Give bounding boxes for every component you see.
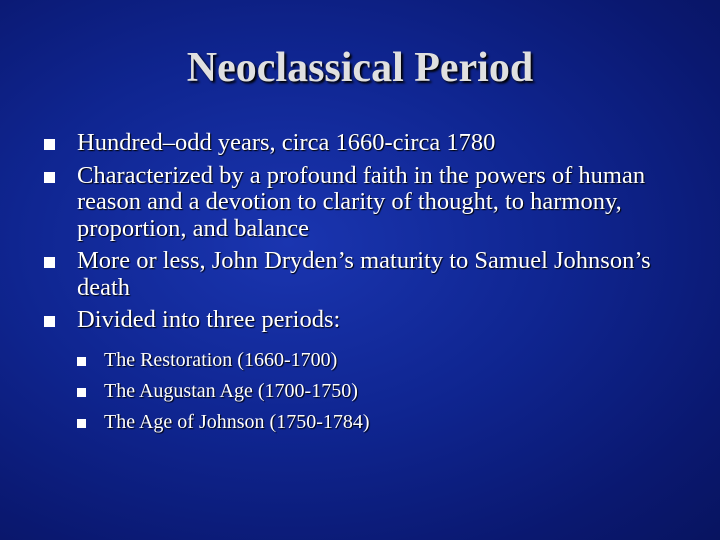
bullet-list [44, 130, 684, 441]
bullet-item [44, 130, 684, 157]
bullet-item [44, 163, 684, 243]
bullet-text: Divided into three periods: [77, 306, 341, 333]
sub-bullet-text: The Restoration (1660-1700) [104, 348, 338, 371]
square-bullet-icon [44, 257, 55, 268]
square-bullet-icon [44, 172, 55, 183]
square-bullet-icon [44, 139, 55, 150]
square-bullet-icon [77, 357, 86, 366]
bullet-item [44, 248, 684, 301]
bullet-item [44, 307, 684, 435]
bullet-text: Characterized by a profound faith in the powers of human reason and a devotion to clarity of thought, to harmony, proportion, and balance [77, 161, 646, 242]
sub-bullet-text: The Augustan Age (1700-1750) [104, 379, 358, 402]
square-bullet-icon [77, 419, 86, 428]
bullet-text: Hundred–odd years, circa 1660-circa 1780 [77, 129, 496, 156]
sub-bullet-item [77, 410, 684, 435]
sub-bullet-text: The Age of Johnson (1750-1784) [104, 410, 370, 433]
square-bullet-icon [44, 316, 55, 327]
square-bullet-icon [77, 388, 86, 397]
sub-bullet-item [77, 379, 684, 404]
sub-bullet-list [77, 348, 684, 435]
bullet-text: More or less, John Dryden’s maturity to Samuel Johnson’s death [77, 247, 651, 301]
sub-bullet-item [77, 348, 684, 373]
slide-title: Neoclassical Period [186, 45, 534, 91]
